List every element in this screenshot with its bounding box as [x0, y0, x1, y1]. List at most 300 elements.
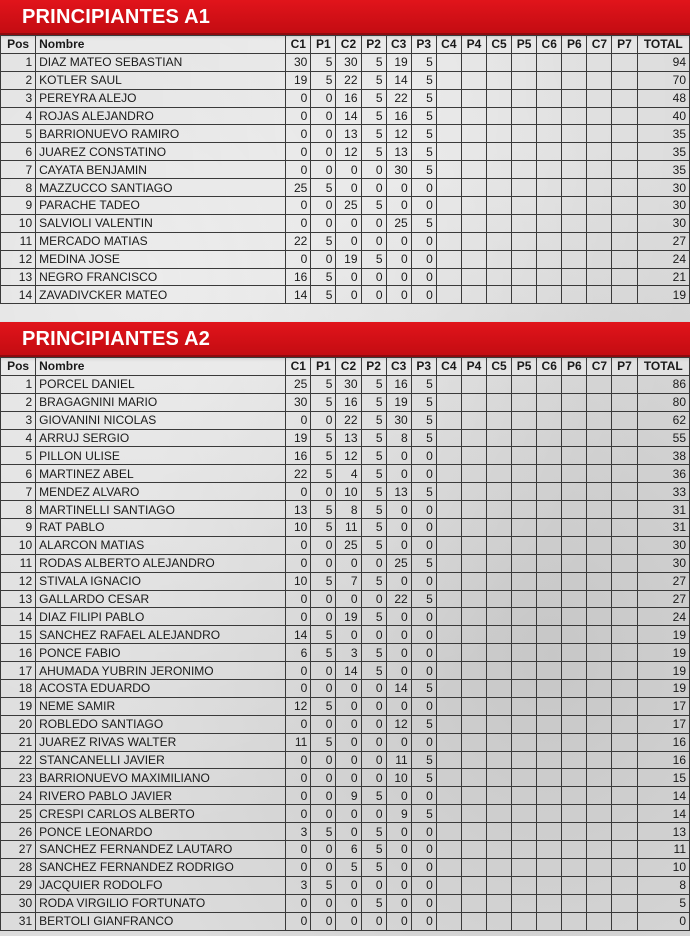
cell-c1: 0	[286, 590, 311, 608]
cell-c4	[436, 519, 461, 537]
cell-pos: 9	[1, 197, 36, 215]
cell-c6	[537, 71, 562, 89]
cell-p5	[512, 769, 537, 787]
cell-c4	[436, 89, 461, 107]
cell-c5	[486, 89, 511, 107]
cell-c2: 19	[336, 250, 361, 268]
column-header-total: TOTAL	[637, 36, 689, 54]
cell-p4	[461, 411, 486, 429]
cell-p6	[562, 590, 587, 608]
cell-p4	[461, 232, 486, 250]
cell-c6	[537, 805, 562, 823]
cell-name: DIAZ FILIPI PABLO	[36, 608, 286, 626]
cell-p6	[562, 841, 587, 859]
cell-c1: 16	[286, 268, 311, 286]
cell-c2: 13	[336, 429, 361, 447]
cell-c1: 16	[286, 447, 311, 465]
table-row	[1, 268, 690, 286]
cell-name: MERCADO MATIAS	[36, 232, 286, 250]
cell-c5	[486, 519, 511, 537]
cell-p3: 0	[411, 626, 436, 644]
cell-c4	[436, 197, 461, 215]
cell-p6	[562, 715, 587, 733]
cell-p3: 0	[411, 894, 436, 912]
cell-c6	[537, 823, 562, 841]
cell-p5	[512, 715, 537, 733]
table-row	[1, 483, 690, 501]
cell-c1: 3	[286, 876, 311, 894]
cell-p1: 0	[311, 912, 336, 930]
table-row	[1, 232, 690, 250]
cell-c4	[436, 483, 461, 501]
cell-total: 16	[637, 751, 689, 769]
cell-pos: 28	[1, 858, 36, 876]
table-row	[1, 286, 690, 304]
cell-name: STANCANELLI JAVIER	[36, 751, 286, 769]
cell-c3: 25	[386, 554, 411, 572]
cell-c1: 0	[286, 680, 311, 698]
cell-p4	[461, 805, 486, 823]
table-row	[1, 501, 690, 519]
cell-pos: 27	[1, 841, 36, 859]
column-header-pos: Pos	[1, 358, 36, 376]
cell-c1: 0	[286, 125, 311, 143]
cell-name: SANCHEZ RAFAEL ALEJANDRO	[36, 626, 286, 644]
cell-p3: 0	[411, 733, 436, 751]
cell-total: 30	[637, 554, 689, 572]
cell-p7	[612, 232, 637, 250]
cell-c1: 3	[286, 823, 311, 841]
cell-p6	[562, 536, 587, 554]
cell-p3: 0	[411, 876, 436, 894]
cell-c2: 0	[336, 697, 361, 715]
cell-c1: 10	[286, 572, 311, 590]
cell-p7	[612, 733, 637, 751]
cell-p3: 5	[411, 125, 436, 143]
cell-p2: 5	[361, 250, 386, 268]
cell-pos: 18	[1, 680, 36, 698]
cell-p1: 0	[311, 554, 336, 572]
cell-p1: 0	[311, 161, 336, 179]
cell-c7	[587, 715, 612, 733]
cell-p5	[512, 519, 537, 537]
cell-c4	[436, 751, 461, 769]
column-header-c2: C2	[336, 36, 361, 54]
cell-c5	[486, 554, 511, 572]
cell-c6	[537, 841, 562, 859]
cell-c5	[486, 483, 511, 501]
cell-p2: 0	[361, 268, 386, 286]
cell-c7	[587, 680, 612, 698]
cell-c1: 19	[286, 71, 311, 89]
cell-c5	[486, 214, 511, 232]
cell-p1: 0	[311, 662, 336, 680]
cell-p3: 5	[411, 805, 436, 823]
cell-name: ALARCON MATIAS	[36, 536, 286, 554]
cell-p3: 0	[411, 841, 436, 859]
cell-c5	[486, 125, 511, 143]
cell-p5	[512, 751, 537, 769]
cell-p6	[562, 197, 587, 215]
cell-c1: 0	[286, 411, 311, 429]
cell-p7	[612, 447, 637, 465]
cell-p4	[461, 375, 486, 393]
cell-p6	[562, 107, 587, 125]
cell-p1: 5	[311, 876, 336, 894]
cell-p4	[461, 393, 486, 411]
cell-p4	[461, 250, 486, 268]
cell-p6	[562, 232, 587, 250]
cell-name: SANCHEZ FERNANDEZ RODRIGO	[36, 858, 286, 876]
cell-c6	[537, 536, 562, 554]
cell-pos: 13	[1, 268, 36, 286]
cell-p4	[461, 894, 486, 912]
cell-c5	[486, 268, 511, 286]
cell-c7	[587, 697, 612, 715]
cell-p5	[512, 858, 537, 876]
cell-total: 13	[637, 823, 689, 841]
cell-c1: 0	[286, 751, 311, 769]
cell-p1: 5	[311, 375, 336, 393]
cell-p3: 0	[411, 787, 436, 805]
cell-c7	[587, 125, 612, 143]
cell-p4	[461, 286, 486, 304]
cell-c4	[436, 912, 461, 930]
cell-p2: 5	[361, 823, 386, 841]
cell-p1: 5	[311, 626, 336, 644]
cell-c5	[486, 447, 511, 465]
cell-pos: 4	[1, 429, 36, 447]
cell-c5	[486, 805, 511, 823]
cell-p5	[512, 197, 537, 215]
table-row	[1, 662, 690, 680]
cell-p3: 0	[411, 912, 436, 930]
cell-c1: 0	[286, 841, 311, 859]
cell-c5	[486, 53, 511, 71]
table-row	[1, 554, 690, 572]
cell-p1: 0	[311, 483, 336, 501]
cell-p2: 5	[361, 197, 386, 215]
cell-c6	[537, 894, 562, 912]
cell-c3: 0	[386, 912, 411, 930]
cell-p2: 5	[361, 858, 386, 876]
cell-c4	[436, 286, 461, 304]
cell-c1: 0	[286, 912, 311, 930]
cell-total: 35	[637, 125, 689, 143]
cell-c4	[436, 429, 461, 447]
cell-p3: 0	[411, 823, 436, 841]
cell-p1: 5	[311, 644, 336, 662]
cell-p5	[512, 787, 537, 805]
cell-p4	[461, 554, 486, 572]
cell-pos: 2	[1, 393, 36, 411]
cell-p7	[612, 501, 637, 519]
cell-c7	[587, 197, 612, 215]
cell-c4	[436, 769, 461, 787]
cell-c1: 25	[286, 179, 311, 197]
cell-c5	[486, 411, 511, 429]
table-row	[1, 572, 690, 590]
cell-pos: 2	[1, 71, 36, 89]
cell-p4	[461, 787, 486, 805]
column-header-p2: P2	[361, 36, 386, 54]
cell-total: 94	[637, 53, 689, 71]
cell-c4	[436, 465, 461, 483]
cell-pos: 23	[1, 769, 36, 787]
cell-p2: 0	[361, 179, 386, 197]
cell-c3: 0	[386, 232, 411, 250]
cell-c4	[436, 501, 461, 519]
cell-p2: 0	[361, 626, 386, 644]
cell-total: 86	[637, 375, 689, 393]
table-row	[1, 769, 690, 787]
cell-pos: 5	[1, 447, 36, 465]
cell-p4	[461, 483, 486, 501]
cell-p7	[612, 805, 637, 823]
cell-p3: 0	[411, 447, 436, 465]
cell-pos: 11	[1, 554, 36, 572]
cell-pos: 7	[1, 161, 36, 179]
table-row	[1, 519, 690, 537]
cell-c7	[587, 447, 612, 465]
cell-p4	[461, 590, 486, 608]
cell-c7	[587, 572, 612, 590]
cell-pos: 13	[1, 590, 36, 608]
cell-p2: 5	[361, 483, 386, 501]
cell-p3: 5	[411, 751, 436, 769]
cell-p4	[461, 876, 486, 894]
cell-c6	[537, 680, 562, 698]
cell-c2: 30	[336, 53, 361, 71]
cell-p3: 0	[411, 662, 436, 680]
cell-p2: 5	[361, 608, 386, 626]
cell-p7	[612, 572, 637, 590]
cell-c7	[587, 286, 612, 304]
cell-p3: 5	[411, 214, 436, 232]
cell-c6	[537, 143, 562, 161]
cell-p4	[461, 125, 486, 143]
cell-name: MEDINA JOSE	[36, 250, 286, 268]
cell-c5	[486, 71, 511, 89]
cell-c5	[486, 823, 511, 841]
cell-pos: 3	[1, 411, 36, 429]
cell-c6	[537, 286, 562, 304]
cell-c6	[537, 769, 562, 787]
cell-c1: 25	[286, 375, 311, 393]
cell-c5	[486, 393, 511, 411]
cell-name: ROJAS ALEJANDRO	[36, 107, 286, 125]
cell-total: 0	[637, 912, 689, 930]
table-row	[1, 71, 690, 89]
cell-p1: 5	[311, 429, 336, 447]
cell-c4	[436, 143, 461, 161]
cell-c1: 0	[286, 197, 311, 215]
cell-name: KOTLER SAUL	[36, 71, 286, 89]
cell-c4	[436, 626, 461, 644]
column-header-c3: C3	[386, 36, 411, 54]
cell-c5	[486, 733, 511, 751]
cell-c6	[537, 89, 562, 107]
table-row	[1, 411, 690, 429]
cell-c1: 19	[286, 429, 311, 447]
cell-c4	[436, 841, 461, 859]
cell-p7	[612, 429, 637, 447]
column-header-c7: C7	[587, 36, 612, 54]
cell-c5	[486, 876, 511, 894]
cell-p1: 5	[311, 286, 336, 304]
cell-c4	[436, 268, 461, 286]
cell-c1: 0	[286, 769, 311, 787]
cell-p5	[512, 805, 537, 823]
cell-c5	[486, 572, 511, 590]
cell-c4	[436, 858, 461, 876]
column-header-p7: P7	[612, 358, 637, 376]
cell-name: MARTINEZ ABEL	[36, 465, 286, 483]
cell-c7	[587, 805, 612, 823]
table-row	[1, 626, 690, 644]
cell-p7	[612, 697, 637, 715]
cell-c5	[486, 894, 511, 912]
cell-p3: 0	[411, 572, 436, 590]
cell-p5	[512, 125, 537, 143]
cell-c1: 0	[286, 554, 311, 572]
table-row	[1, 715, 690, 733]
cell-c1: 30	[286, 53, 311, 71]
cell-p7	[612, 912, 637, 930]
cell-p4	[461, 53, 486, 71]
cell-name: STIVALA IGNACIO	[36, 572, 286, 590]
cell-c2: 25	[336, 197, 361, 215]
cell-c3: 11	[386, 751, 411, 769]
cell-p3: 0	[411, 268, 436, 286]
cell-c5	[486, 769, 511, 787]
cell-p6	[562, 858, 587, 876]
cell-c5	[486, 626, 511, 644]
cell-p5	[512, 912, 537, 930]
cell-name: GALLARDO CESAR	[36, 590, 286, 608]
cell-c1: 0	[286, 143, 311, 161]
cell-c4	[436, 125, 461, 143]
cell-c5	[486, 680, 511, 698]
cell-p3: 5	[411, 71, 436, 89]
cell-c7	[587, 375, 612, 393]
cell-c6	[537, 554, 562, 572]
cell-p6	[562, 501, 587, 519]
cell-name: AHUMADA YUBRIN JERONIMO	[36, 662, 286, 680]
cell-c6	[537, 751, 562, 769]
cell-c7	[587, 501, 612, 519]
cell-name: DIAZ MATEO SEBASTIAN	[36, 53, 286, 71]
cell-p5	[512, 841, 537, 859]
cell-name: NEME SAMIR	[36, 697, 286, 715]
cell-c1: 14	[286, 286, 311, 304]
cell-p5	[512, 89, 537, 107]
cell-total: 31	[637, 501, 689, 519]
cell-p3: 5	[411, 590, 436, 608]
cell-c3: 0	[386, 858, 411, 876]
cell-c4	[436, 644, 461, 662]
column-header-p1: P1	[311, 36, 336, 54]
cell-total: 30	[637, 214, 689, 232]
cell-c2: 0	[336, 894, 361, 912]
cell-p6	[562, 89, 587, 107]
column-header-c1: C1	[286, 36, 311, 54]
cell-p1: 5	[311, 733, 336, 751]
cell-name: RODA VIRGILIO FORTUNATO	[36, 894, 286, 912]
cell-p7	[612, 71, 637, 89]
cell-c1: 0	[286, 536, 311, 554]
cell-p6	[562, 554, 587, 572]
cell-c2: 6	[336, 841, 361, 859]
cell-c3: 0	[386, 894, 411, 912]
cell-p3: 0	[411, 697, 436, 715]
cell-p2: 5	[361, 143, 386, 161]
cell-c4	[436, 411, 461, 429]
cell-total: 16	[637, 733, 689, 751]
cell-p2: 0	[361, 161, 386, 179]
cell-name: PARACHE TADEO	[36, 197, 286, 215]
cell-total: 27	[637, 590, 689, 608]
cell-p2: 5	[361, 411, 386, 429]
cell-c3: 16	[386, 107, 411, 125]
cell-c1: 12	[286, 697, 311, 715]
cell-name: JUAREZ RIVAS WALTER	[36, 733, 286, 751]
cell-p2: 0	[361, 912, 386, 930]
cell-p7	[612, 823, 637, 841]
cell-c7	[587, 214, 612, 232]
cell-pos: 20	[1, 715, 36, 733]
cell-p5	[512, 268, 537, 286]
cell-p5	[512, 876, 537, 894]
cell-total: 17	[637, 697, 689, 715]
cell-c6	[537, 608, 562, 626]
section-title: PRINCIPIANTES A1	[0, 0, 690, 35]
cell-c6	[537, 411, 562, 429]
cell-p3: 5	[411, 89, 436, 107]
cell-name: BARRIONUEVO MAXIMILIANO	[36, 769, 286, 787]
table-row	[1, 894, 690, 912]
cell-p7	[612, 894, 637, 912]
cell-p7	[612, 53, 637, 71]
cell-c4	[436, 733, 461, 751]
table-row	[1, 644, 690, 662]
table-row	[1, 823, 690, 841]
table-row	[1, 447, 690, 465]
cell-p4	[461, 733, 486, 751]
cell-p3: 0	[411, 179, 436, 197]
cell-c4	[436, 787, 461, 805]
cell-p5	[512, 447, 537, 465]
cell-p2: 0	[361, 805, 386, 823]
cell-c2: 0	[336, 876, 361, 894]
cell-p2: 5	[361, 89, 386, 107]
cell-pos: 6	[1, 465, 36, 483]
cell-p4	[461, 536, 486, 554]
cell-c6	[537, 232, 562, 250]
cell-p3: 0	[411, 644, 436, 662]
cell-total: 19	[637, 680, 689, 698]
cell-p5	[512, 608, 537, 626]
standings-table	[0, 357, 690, 931]
cell-c1: 0	[286, 107, 311, 125]
cell-p1: 0	[311, 608, 336, 626]
cell-pos: 29	[1, 876, 36, 894]
cell-name: CRESPI CARLOS ALBERTO	[36, 805, 286, 823]
cell-total: 19	[637, 286, 689, 304]
cell-p2: 0	[361, 715, 386, 733]
cell-p7	[612, 536, 637, 554]
cell-p1: 5	[311, 823, 336, 841]
